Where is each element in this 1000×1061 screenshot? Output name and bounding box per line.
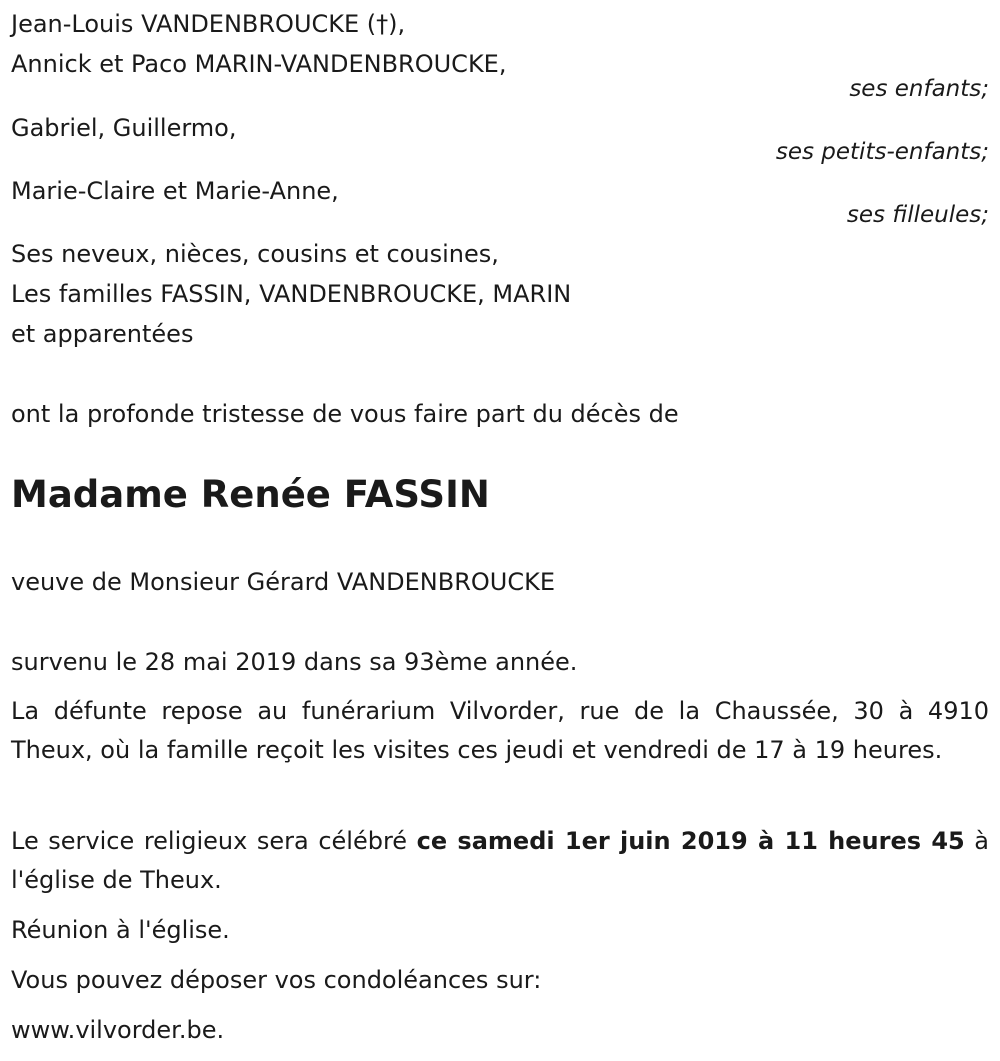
repose-paragraph: La défunte repose au funérarium Vilvorder, rue de la Chaussée, 30 à 4910 Theux, où la famille reçoit les visites ces jeudi et vendredi de 17 à 19 heures.	[11, 697, 989, 764]
relatives-line-1: Ses neveux, nièces, cousins et cousines,	[11, 240, 499, 268]
service-date-time: ce samedi 1er juin 2019 à 11 heures 45	[416, 827, 965, 855]
relatives-line-3: et apparentées	[11, 320, 194, 348]
service-text-before: Le service religieux sera célébré	[11, 827, 417, 855]
family-line-goddaughters: Marie-Claire et Marie-Anne,	[11, 177, 339, 205]
service-text-after: à l'église de Theux.	[11, 827, 989, 894]
website-link[interactable]: www.vilvorder.be.	[11, 1016, 225, 1044]
family-line-grandchildren: Gabriel, Guillermo,	[11, 114, 237, 142]
reunion-text: Réunion à l'église.	[11, 916, 230, 944]
role-goddaughters: ses filleules;	[846, 202, 989, 228]
relatives-line-2: Les familles FASSIN, VANDENBROUCKE, MARIN	[11, 280, 572, 308]
death-date-text: survenu le 28 mai 2019 dans sa 93ème année.	[11, 648, 578, 676]
widow-of-text: veuve de Monsieur Gérard VANDENBROUCKE	[11, 568, 556, 596]
service-paragraph	[11, 822, 989, 900]
role-grandchildren: ses petits-enfants;	[775, 139, 989, 165]
family-line-children-2: Annick et Paco MARIN-VANDENBROUCKE,	[11, 50, 507, 78]
announcement-text: ont la profonde tristesse de vous faire part du décès de	[11, 400, 679, 428]
condolences-text: Vous pouvez déposer vos condoléances sur:	[11, 966, 542, 994]
deceased-name: Madame Renée FASSIN	[11, 473, 490, 516]
obituary-notice	[11, 0, 989, 1061]
family-line-children-1: Jean-Louis VANDENBROUCKE (†),	[11, 10, 406, 38]
role-children: ses enfants;	[849, 76, 989, 102]
